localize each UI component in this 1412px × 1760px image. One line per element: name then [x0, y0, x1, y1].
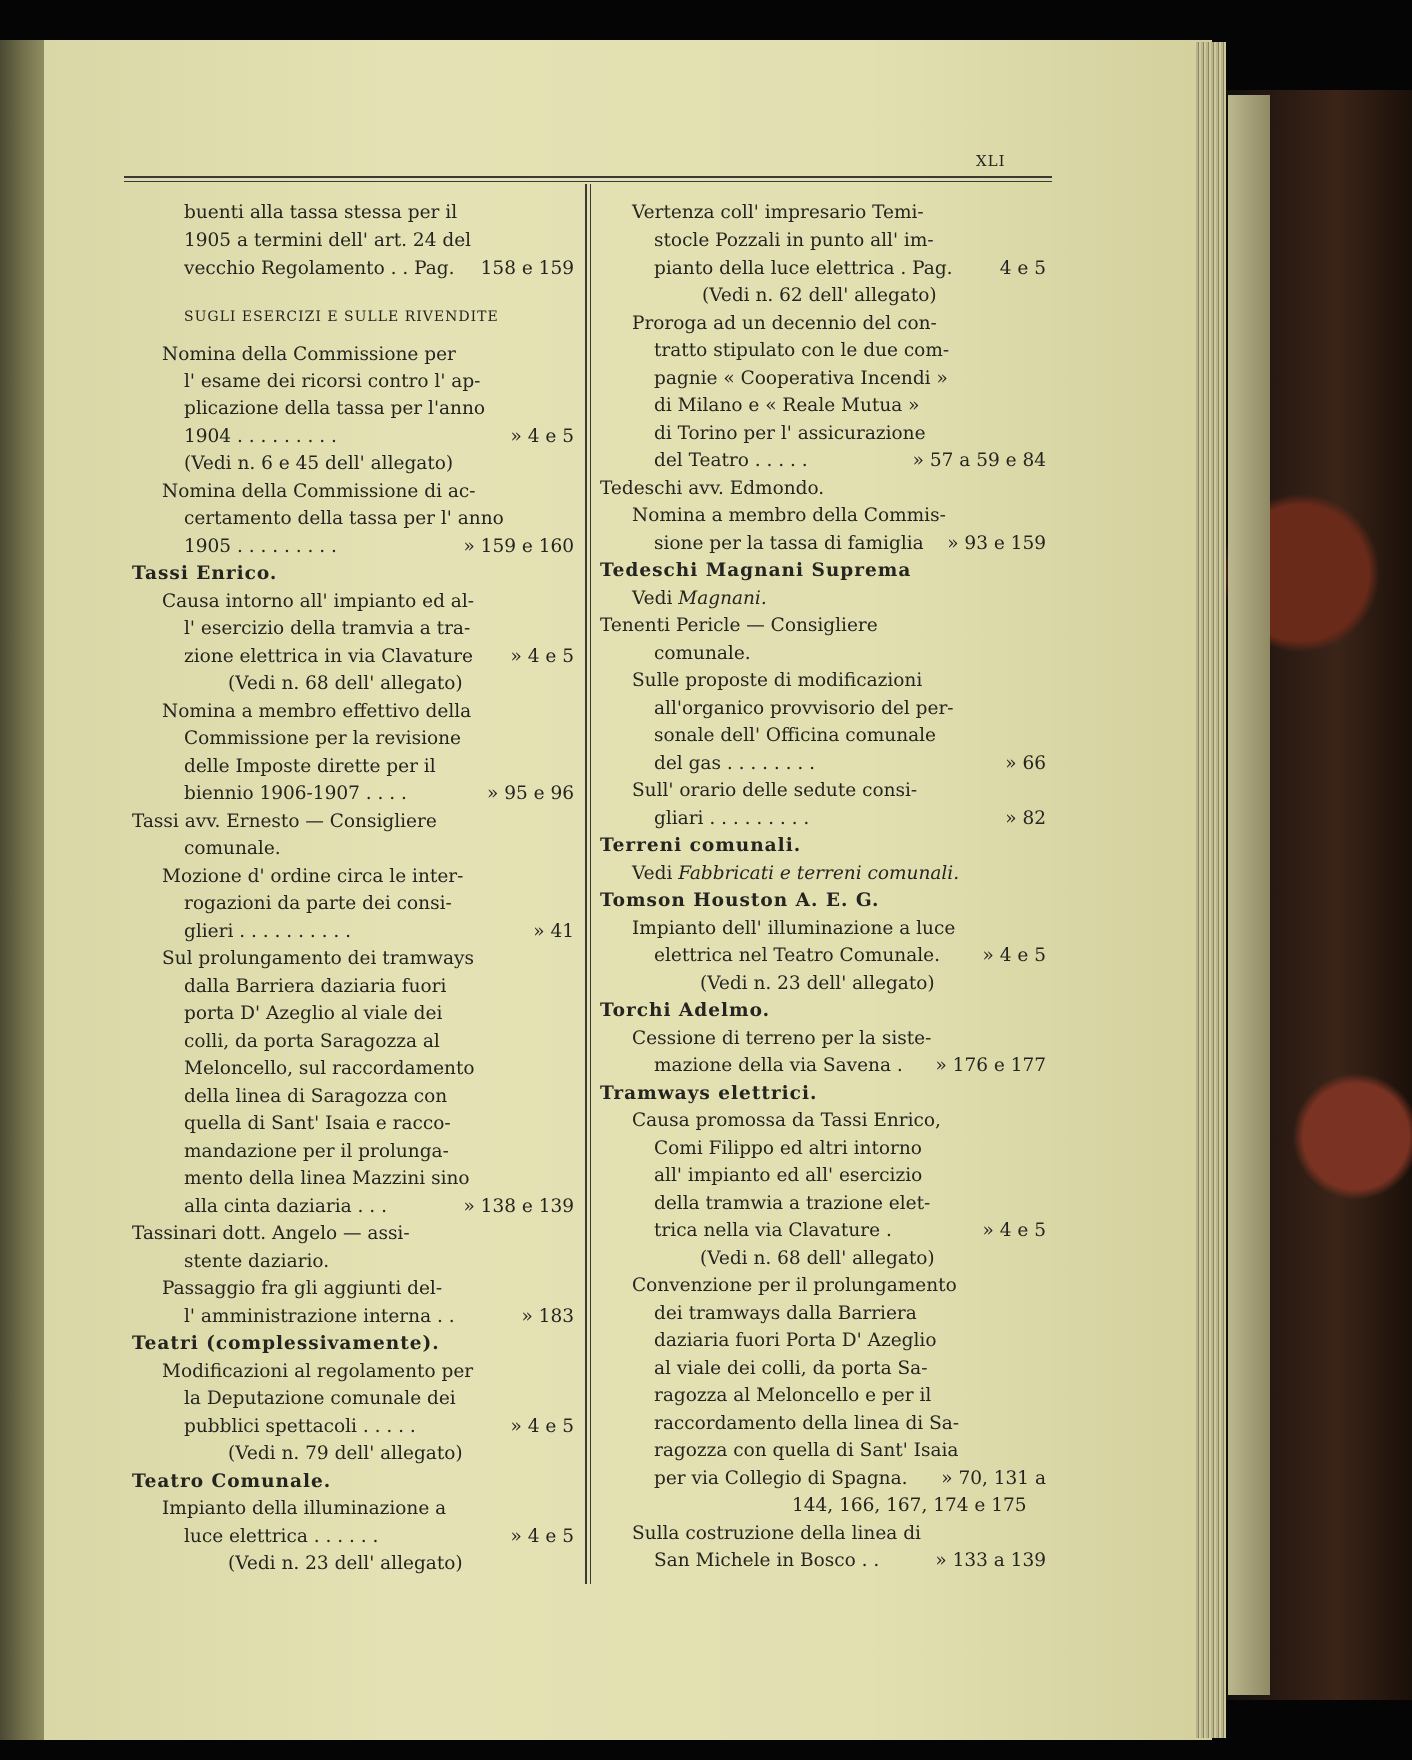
index-line: l' esercizio della tramvia a tra-: [184, 618, 471, 639]
cover-lining: [1228, 95, 1270, 1695]
column-divider-thin: [590, 184, 591, 1584]
index-heading: Terreni comunali.: [600, 835, 802, 856]
index-line: di Milano e « Reale Mutua »: [654, 395, 920, 416]
page-edges: [1196, 42, 1226, 1738]
index-line: Cessione di terreno per la siste-: [632, 1028, 932, 1049]
index-heading: Tedeschi Magnani Suprema: [600, 560, 912, 581]
index-line: Tassinari dott. Angelo — assi-: [132, 1223, 410, 1244]
index-line: l' amministrazione interna . .: [184, 1306, 455, 1327]
index-line: mento della linea Mazzini sino: [184, 1168, 470, 1189]
header-rule: [124, 176, 1052, 178]
index-line: Meloncello, sul raccordamento: [184, 1058, 475, 1079]
page-reference: » 133 a 139: [935, 1550, 1046, 1571]
index-line: all'organico provvisorio del per-: [654, 698, 954, 719]
index-line: porta D' Azeglio al viale dei: [184, 1003, 443, 1024]
index-line: (Vedi n. 23 dell' allegato): [700, 973, 935, 994]
index-line: colli, da porta Saragozza al: [184, 1031, 440, 1052]
index-line: del gas . . . . . . . .: [654, 753, 816, 774]
page-reference: » 176 e 177: [935, 1055, 1046, 1076]
index-line: daziaria fuori Porta D' Azeglio: [654, 1330, 937, 1351]
index-line: delle Imposte dirette per il: [184, 756, 436, 777]
index-line: elettrica nel Teatro Comunale.: [654, 945, 940, 966]
index-line: dei tramways dalla Barriera: [654, 1303, 917, 1324]
index-line: Causa promossa da Tassi Enrico,: [632, 1110, 941, 1131]
index-line: SUGLI ESERCIZI E SULLE RIVENDITE: [184, 309, 499, 325]
left-page-edge: [0, 40, 44, 1740]
index-line: glieri . . . . . . . . . .: [184, 921, 351, 942]
index-line: Passaggio fra gli aggiunti del-: [162, 1278, 443, 1299]
page-reference: » 159 e 160: [463, 536, 574, 557]
index-line: (Vedi n. 79 dell' allegato): [228, 1443, 463, 1464]
page-reference: » 66: [1005, 753, 1046, 774]
index-line: quella di Sant' Isaia e racco-: [184, 1113, 451, 1134]
page-reference: » 4 e 5: [982, 1220, 1046, 1241]
page-reference: » 4 e 5: [510, 1526, 574, 1547]
index-line: della linea di Saragozza con: [184, 1086, 448, 1107]
index-line: zione elettrica in via Clavature: [184, 646, 473, 667]
index-line: 1905 . . . . . . . . .: [184, 536, 337, 557]
page-reference: » 4 e 5: [510, 646, 574, 667]
index-line: plicazione della tassa per l'anno: [184, 398, 486, 419]
index-line: certamento della tassa per l' anno: [184, 508, 504, 529]
index-line: mandazione per il prolunga-: [184, 1141, 449, 1162]
index-line: mazione della via Savena .: [654, 1055, 903, 1076]
page-reference: » 183: [521, 1306, 574, 1327]
index-line: Tassi avv. Ernesto — Consigliere: [132, 811, 437, 832]
index-heading: Tomson Houston A. E. G.: [600, 890, 880, 911]
index-line: stente daziario.: [184, 1251, 330, 1272]
page-reference: » 138 e 139: [463, 1196, 574, 1217]
index-line: Vedi Magnani.: [632, 588, 767, 609]
index-line: pubblici spettacoli . . . . .: [184, 1416, 416, 1437]
page-reference: » 70, 131 a: [941, 1468, 1046, 1489]
index-line: ragozza con quella di Sant' Isaia: [654, 1440, 959, 1461]
index-line: Sulle proposte di modificazioni: [632, 670, 923, 691]
index-line: stocle Pozzali in punto all' im-: [654, 230, 934, 251]
index-line: Sull' orario delle sedute consi-: [632, 780, 918, 801]
page-reference: 4 e 5: [999, 258, 1046, 279]
index-line: Modificazioni al regolamento per: [162, 1361, 474, 1382]
index-line: dalla Barriera daziaria fuori: [184, 976, 447, 997]
cross-reference: Magnani.: [672, 588, 767, 609]
index-line: Sul prolungamento dei tramways: [162, 948, 474, 969]
index-line: Impianto dell' illuminazione a luce: [632, 918, 956, 939]
index-line: Nomina a membro effettivo della: [162, 701, 472, 722]
index-line: 144, 166, 167, 174 e 175: [792, 1495, 1027, 1516]
index-line: 1905 a termini dell' art. 24 del: [184, 230, 472, 251]
index-line: Comi Filippo ed altri intorno: [654, 1138, 922, 1159]
index-line: alla cinta daziaria . . .: [184, 1196, 387, 1217]
column-divider: [585, 184, 587, 1584]
index-line: all' impianto ed all' esercizio: [654, 1165, 923, 1186]
index-line: al viale dei colli, da porta Sa-: [654, 1358, 928, 1379]
page-number: XLI: [976, 152, 1006, 170]
index-line: rogazioni da parte dei consi-: [184, 893, 452, 914]
header-rule-thin: [124, 181, 1052, 182]
index-heading: Tassi Enrico.: [132, 563, 278, 584]
index-line: raccordamento della linea di Sa-: [654, 1413, 960, 1434]
index-line: Tenenti Pericle — Consigliere: [600, 615, 878, 636]
index-heading: Torchi Adelmo.: [600, 1000, 771, 1021]
index-line: Vedi Fabbricati e terreni comunali.: [632, 863, 960, 884]
index-heading: Tramways elettrici.: [600, 1083, 818, 1104]
index-line: trica nella via Clavature .: [654, 1220, 892, 1241]
index-line: (Vedi n. 62 dell' allegato): [702, 285, 937, 306]
index-line: vecchio Regolamento . . Pag.: [184, 258, 455, 279]
page-reference: » 4 e 5: [982, 945, 1046, 966]
page-reference: » 57 a 59 e 84: [912, 450, 1046, 471]
page-reference: » 41: [533, 921, 574, 942]
page-reference: 158 e 159: [480, 258, 574, 279]
index-line: comunale.: [654, 643, 751, 664]
index-line: Nomina della Commissione per: [162, 344, 456, 365]
index-line: buenti alla tassa stessa per il: [184, 202, 458, 223]
index-line: ragozza al Meloncello e per il: [654, 1385, 932, 1406]
index-line: luce elettrica . . . . . .: [184, 1526, 379, 1547]
index-line: la Deputazione comunale dei: [184, 1388, 456, 1409]
index-line: Proroga ad un decennio del con-: [632, 313, 937, 334]
index-line: sonale dell' Officina comunale: [654, 725, 937, 746]
page-reference: » 82: [1005, 808, 1046, 829]
index-line: per via Collegio di Spagna.: [654, 1468, 908, 1489]
index-heading: Teatri (complessivamente).: [132, 1333, 440, 1354]
index-line: (Vedi n. 68 dell' allegato): [700, 1248, 935, 1269]
index-line: tratto stipulato con le due com-: [654, 340, 950, 361]
index-line: Commissione per la revisione: [184, 728, 461, 749]
index-line: comunale.: [184, 838, 281, 859]
index-line: l' esame dei ricorsi contro l' ap-: [184, 371, 481, 392]
index-heading: Teatro Comunale.: [132, 1471, 332, 1492]
cross-reference: Fabbricati e terreni comunali.: [672, 863, 960, 884]
page-reference: » 95 e 96: [487, 783, 574, 804]
index-line: Mozione d' ordine circa le inter-: [162, 866, 464, 887]
page-reference: » 4 e 5: [510, 1416, 574, 1437]
index-line: di Torino per l' assicurazione: [654, 423, 926, 444]
index-line: pianto della luce elettrica . Pag.: [654, 258, 953, 279]
index-line: Nomina della Commissione di ac-: [162, 481, 476, 502]
index-line: biennio 1906-1907 . . . .: [184, 783, 407, 804]
index-line: (Vedi n. 23 dell' allegato): [228, 1553, 463, 1574]
index-line: pagnie « Cooperativa Incendi »: [654, 368, 948, 389]
index-line: Sulla costruzione della linea di: [632, 1523, 921, 1544]
index-line: gliari . . . . . . . . .: [654, 808, 810, 829]
index-line: Convenzione per il prolungamento: [632, 1275, 957, 1296]
index-line: Causa intorno all' impianto ed al-: [162, 591, 474, 612]
index-line: Tedeschi avv. Edmondo.: [600, 478, 825, 499]
index-line: della tramwia a trazione elet-: [654, 1193, 931, 1214]
index-line: (Vedi n. 68 dell' allegato): [228, 673, 463, 694]
index-line: San Michele in Bosco . .: [654, 1550, 880, 1571]
index-line: del Teatro . . . . .: [654, 450, 808, 471]
index-line: 1904 . . . . . . . . .: [184, 426, 337, 447]
page-reference: » 4 e 5: [510, 426, 574, 447]
index-line: Vertenza coll' impresario Temi-: [632, 202, 924, 223]
index-line: Nomina a membro della Commis-: [632, 505, 946, 526]
index-line: Impianto della illuminazione a: [162, 1498, 447, 1519]
index-line: (Vedi n. 6 e 45 dell' allegato): [184, 453, 454, 474]
index-line: sione per la tassa di famiglia: [654, 533, 924, 554]
page-reference: » 93 e 159: [947, 533, 1046, 554]
